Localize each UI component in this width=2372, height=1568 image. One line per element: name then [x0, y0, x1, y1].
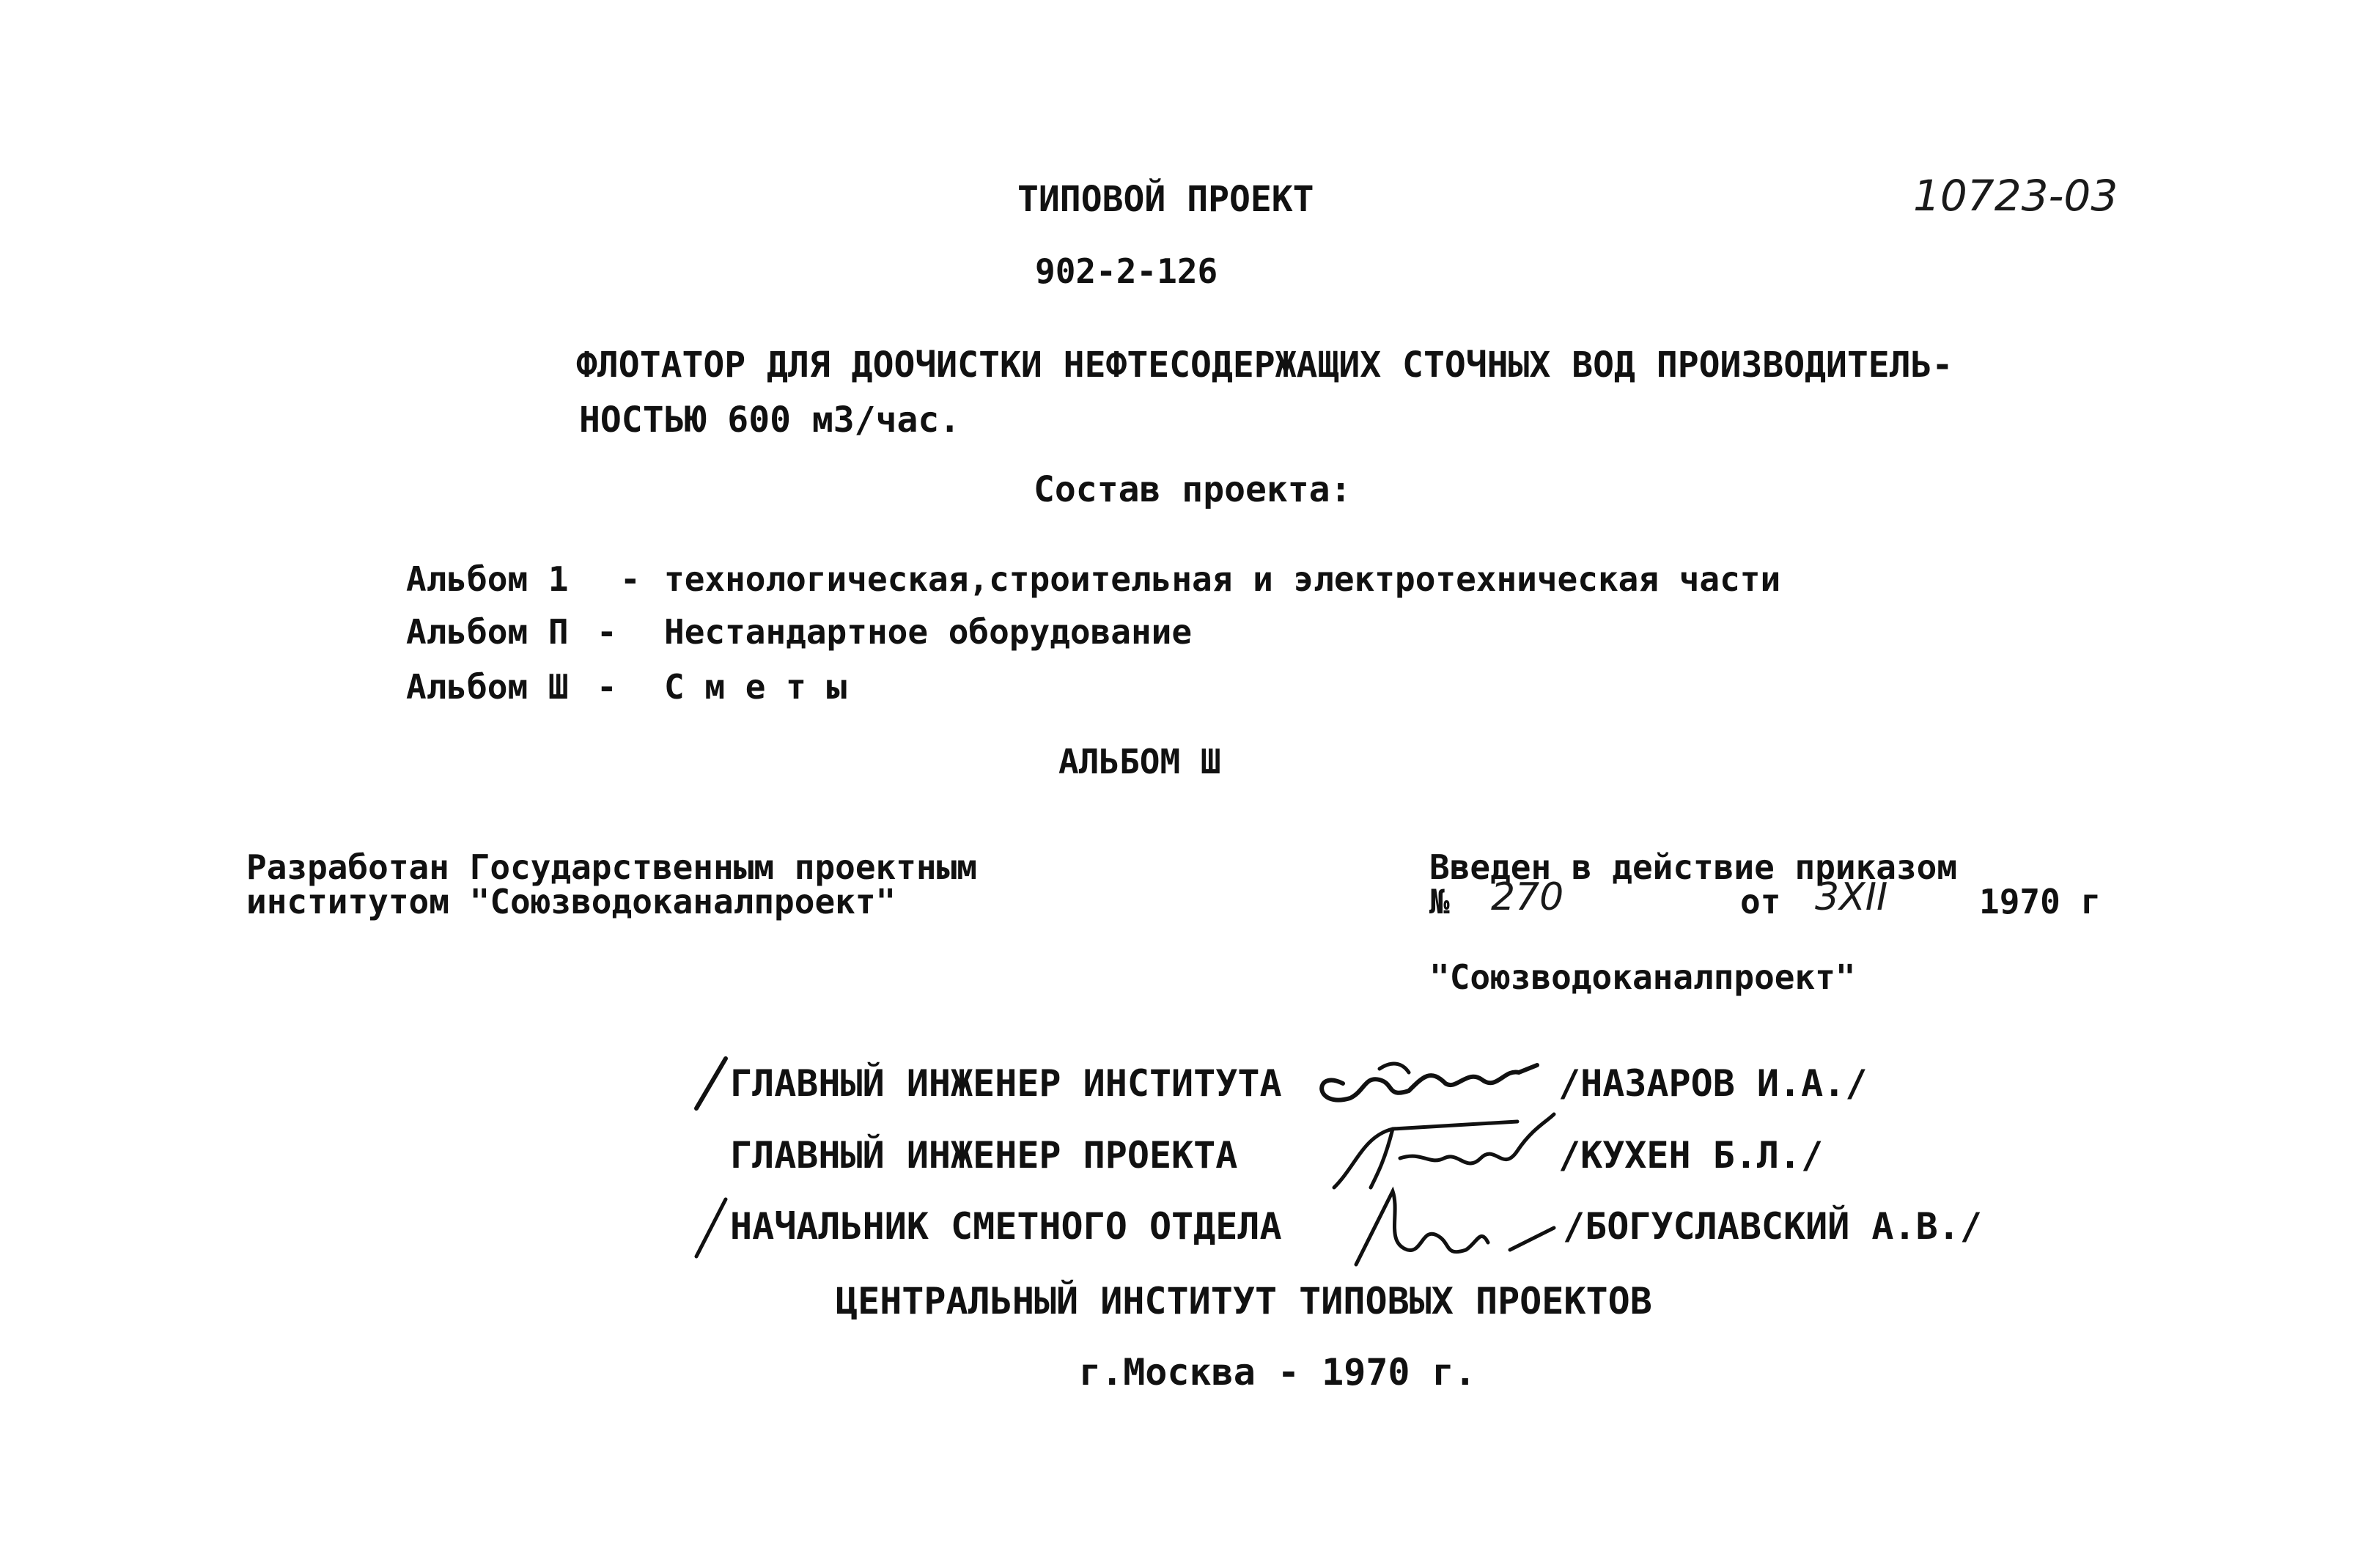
enactment-date: 3XII — [1815, 875, 1888, 919]
album-1-text: технологическая,строительная и электротехническая части — [664, 559, 1781, 599]
developer-line-2: институтом "Союзводоканалпроект" — [246, 882, 896, 921]
slash-mark-1 — [689, 1054, 733, 1113]
current-album: АЛЬБОМ Ш — [1058, 742, 1221, 781]
signature-name-nazarov: /НАЗАРОВ И.А./ — [1558, 1062, 1868, 1105]
album-3-text: С м е т ы — [664, 667, 847, 707]
album-2-text: Нестандартное оборудование — [664, 612, 1193, 652]
album-1-label: Альбом 1 — [406, 559, 569, 599]
signature-role-chief-engineer-institute: ГЛАВНЫЙ ИНЖЕНЕР ИНСТИТУТА — [730, 1062, 1282, 1105]
slash-mark-2 — [689, 1195, 733, 1261]
enactment-number-prefix: № — [1429, 882, 1450, 921]
city-year: г.Москва - 1970 г. — [1079, 1351, 1476, 1394]
developer-line-1: Разработан Государственным проектным — [246, 847, 977, 887]
archive-number: 10723-03 — [1913, 171, 2118, 221]
album-1-dash: - — [620, 559, 641, 599]
signature-role-chief-engineer-project: ГЛАВНЫЙ ИНЖЕНЕР ПРОЕКТА — [730, 1134, 1238, 1177]
enactment-organization: "Союзводоканалпроект" — [1429, 957, 1856, 997]
handwritten-signature-3 — [1341, 1184, 1561, 1272]
signature-name-kuhen: /КУХЕН Б.Л./ — [1558, 1134, 1824, 1177]
album-3-dash: - — [597, 667, 617, 707]
signature-name-boguslavsky: /БОГУСЛАВСКИЙ А.В./ — [1563, 1205, 1982, 1248]
enactment-number: 270 — [1491, 875, 1564, 919]
central-institute: ЦЕНТРАЛЬНЫЙ ИНСТИТУТ ТИПОВЫХ ПРОЕКТОВ — [836, 1280, 1652, 1322]
album-2-dash: - — [597, 612, 617, 652]
album-3-label: Альбом Ш — [406, 667, 569, 707]
project-description-line-2: НОСТЬЮ 600 м3/час. — [579, 400, 961, 441]
enactment-line-1: Введен в действие приказом — [1429, 847, 1958, 887]
enactment-year: 1970 г — [1979, 882, 2102, 921]
signature-role-estimate-department-head: НАЧАЛЬНИК СМЕТНОГО ОТДЕЛА — [730, 1205, 1282, 1248]
project-description-line-1: ФЛОТАТОР ДЛЯ ДООЧИСТКИ НЕФТЕСОДЕРЖАЩИХ СТОЧНЫХ ВОД ПРОИЗВОДИТЕЛЬ- — [576, 345, 1953, 386]
composition-heading: Состав проекта: — [1034, 469, 1352, 510]
project-number: 902-2-126 — [1035, 251, 1218, 291]
album-2-label: Альбом П — [406, 612, 569, 652]
document-title: ТИПОВОЙ ПРОЕКТ — [1017, 179, 1314, 220]
enactment-from-label: от — [1740, 882, 1781, 921]
